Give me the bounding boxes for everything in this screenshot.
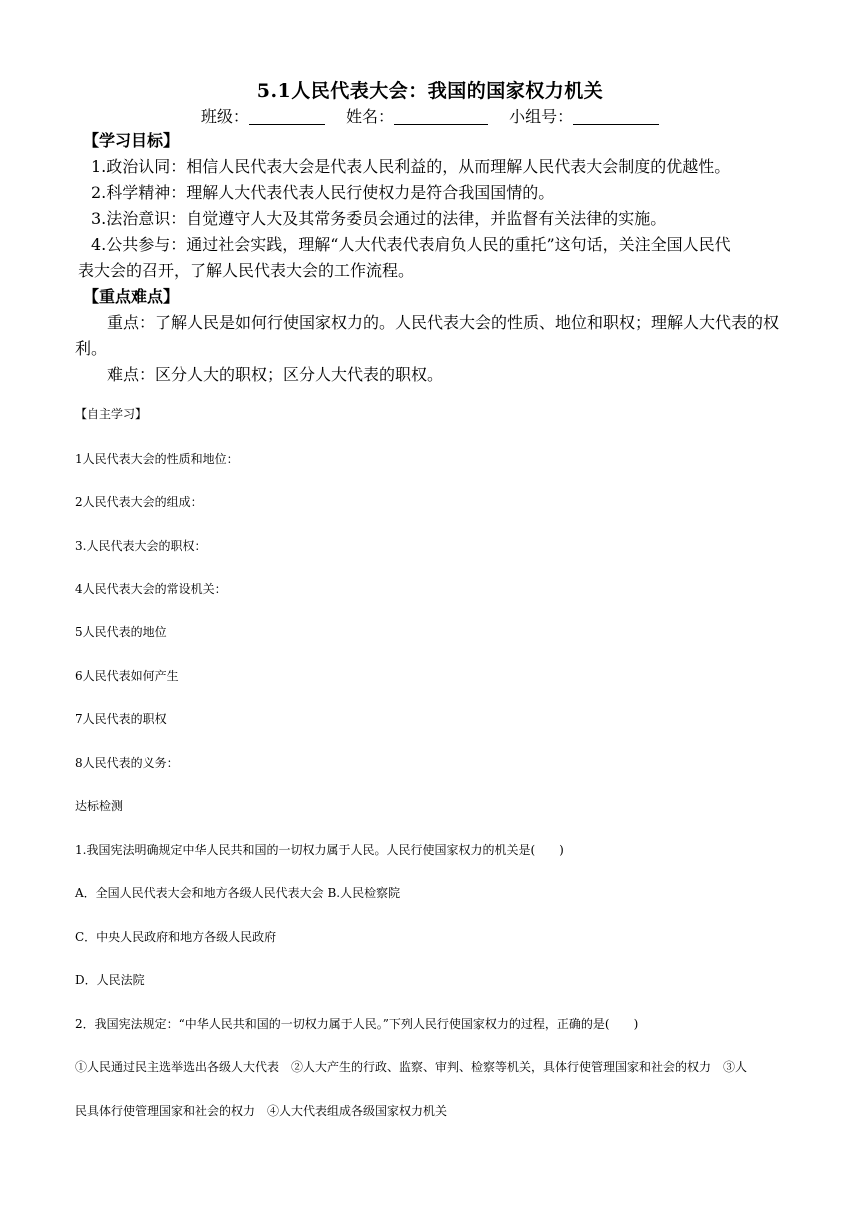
question-1-option-a: A．全国人民代表大会和地方各级人民代表大会 B.人民检察院 xyxy=(75,886,401,900)
group-blank[interactable] xyxy=(573,108,659,125)
question-1-stem: 1.我国宪法明确规定中华人民共和国的一切权力属于人民。人民行使国家权力的机关是( ) xyxy=(75,843,564,857)
self-study-item-8: 8人民代表的义务： xyxy=(75,756,179,770)
class-blank[interactable] xyxy=(249,108,325,125)
self-study-item-6: 6人民代表如何产生 xyxy=(75,669,179,683)
self-study-item-7: 7人民代表的职权 xyxy=(75,712,167,726)
group-label: 小组号： xyxy=(509,107,574,126)
objective-item-1: 1.政治认同：相信人民代表大会是代表人民利益的，从而理解人民代表大会制度的优越性。 xyxy=(91,157,731,176)
objective-item-3: 3.法治意识：自觉遵守人大及其常务委员会通过的法律，并监督有关法律的实施。 xyxy=(91,209,667,228)
self-study-item-5: 5人民代表的地位 xyxy=(75,625,167,639)
name-label: 姓名： xyxy=(345,107,394,126)
objective-item-2: 2.科学精神：理解人大代表代表人民行使权力是符合我国国情的。 xyxy=(91,183,555,202)
student-info-line xyxy=(0,104,860,127)
question-2-stem: 2．我国宪法规定：“中华人民共和国的一切权力属于人民。”下列人民行使国家权力的过程，正确的是( ) xyxy=(75,1017,639,1031)
question-1-option-d: D．人民法院 xyxy=(75,973,145,987)
question-2-statements-line-1: ①人民通过民主选举选出各级人大代表 ②人大产生的行政、监察、审判、检察等机关，具体行使管理国家和社会的权力 ③人 xyxy=(75,1060,748,1074)
self-study-item-2: 2人民代表大会的组成： xyxy=(75,495,203,509)
key-points-heading: 【重点难点】 xyxy=(83,287,180,306)
test-heading: 达标检测 xyxy=(75,799,124,813)
self-study-item-4: 4人民代表大会的常设机关： xyxy=(75,582,227,596)
self-study-item-3: 3.人民代表大会的职权： xyxy=(75,539,207,553)
class-label: 班级： xyxy=(200,107,249,126)
objective-item-4: 4.公共参与：通过社会实践，理解“人大代表代表肩负人民的重托”这句话，关注全国人民代 xyxy=(91,235,731,254)
focus-paragraph: 重点：了解人民是如何行使国家权力的。人民代表大会的性质、地位和职权；理解人大代表的权利。 xyxy=(75,313,780,358)
self-study-heading: 【自主学习】 xyxy=(75,407,148,421)
difficulty-paragraph: 难点：区分人大的职权；区分人大代表的职权。 xyxy=(107,365,444,384)
objectives-heading: 【学习目标】 xyxy=(83,131,180,150)
page-title: 5.1人民代表大会：我国的国家权力机关 xyxy=(256,80,604,102)
objective-item-4-continued: 表大会的召开，了解人民代表大会的工作流程。 xyxy=(78,261,415,280)
name-blank[interactable] xyxy=(394,108,488,125)
question-2-statements-line-2: 民具体行使管理国家和社会的权力 ④人大代表组成各级国家权力机关 xyxy=(75,1104,448,1118)
self-study-item-1: 1人民代表大会的性质和地位： xyxy=(75,452,239,466)
question-1-option-c: C．中央人民政府和地方各级人民政府 xyxy=(75,930,277,944)
